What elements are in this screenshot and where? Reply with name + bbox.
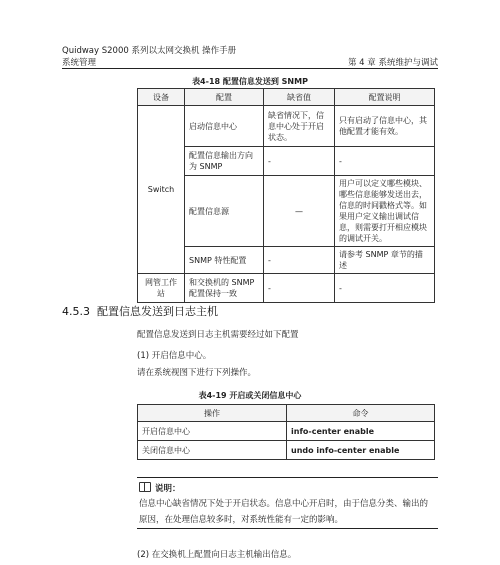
note-title: 说明： xyxy=(155,484,181,494)
header-chapter: 第 4 章 系统维护与调试 xyxy=(347,58,438,68)
desc-cell: 请参考 SNMP 章节的描述 xyxy=(335,247,435,274)
table-header-cell: 配置 xyxy=(185,89,264,106)
section-heading xyxy=(62,303,218,319)
step-2: (2) 在交换机上配置向日志主机输出信息。 xyxy=(137,550,297,560)
table-header-cell: 配置说明 xyxy=(335,89,435,106)
step-1: (1) 开启信息中心。 xyxy=(137,351,212,361)
table2-caption: 表4-19 开启或关闭信息中心 xyxy=(198,391,302,400)
table-header-cell: 设备 xyxy=(138,89,185,106)
config-cell: 启动信息中心 xyxy=(185,106,264,147)
config-cell: 和交换机的 SNMP 配置保持一致 xyxy=(185,274,264,303)
operation-cell: 关闭信息中心 xyxy=(138,441,287,460)
table-header-cell: 命令 xyxy=(287,405,435,422)
table-header-row xyxy=(138,405,435,422)
note-text: 信息中心缺省情况下处于开启状态。信息中心开启时，由于信息分类、输出的原因，在处理信息较多时，对系统性能有一定的影响。 xyxy=(139,499,429,525)
book-icon xyxy=(139,482,151,492)
section-intro: 配置信息发送到日志主机需要经过如下配置 xyxy=(137,330,299,340)
command-cell: info-center enable xyxy=(287,422,435,441)
snmp-config-table xyxy=(137,88,435,303)
section-number: 4.5.3 xyxy=(62,305,90,318)
header-rule xyxy=(62,68,438,69)
device-cell: Switch xyxy=(138,106,185,274)
default-cell: - xyxy=(264,147,335,176)
default-cell: — xyxy=(264,176,335,247)
step-1-description: 请在系统视图下进行下列操作。 xyxy=(137,368,257,378)
operation-cell: 开启信息中心 xyxy=(138,422,287,441)
note-box xyxy=(137,477,438,529)
table-row xyxy=(138,106,435,147)
table-header-cell: 操作 xyxy=(138,405,287,422)
default-cell: - xyxy=(264,247,335,274)
default-cell: 缺省情况下，信息中心处于开启状态。 xyxy=(264,106,335,147)
device-cell: 网管工作站 xyxy=(138,274,185,303)
desc-cell: - xyxy=(335,147,435,176)
header-title: Quidway S2000 系列以太网交换机 操作手册 xyxy=(62,46,237,56)
section-title: 配置信息发送到日志主机 xyxy=(97,305,218,318)
info-center-table xyxy=(137,404,435,460)
table-header-cell: 缺省值 xyxy=(264,89,335,106)
table-row xyxy=(138,274,435,303)
desc-cell: - xyxy=(335,274,435,303)
table-row xyxy=(138,422,435,441)
default-cell: - xyxy=(264,274,335,303)
table1-caption: 表4-18 配置信息发送到 SNMP xyxy=(192,77,308,86)
note-title-row xyxy=(139,481,181,494)
config-cell: SNMP 特性配置 xyxy=(185,247,264,274)
table-header-row xyxy=(138,89,435,106)
command-cell: undo info-center enable xyxy=(287,441,435,460)
config-cell: 配置信息输出方向为 SNMP xyxy=(185,147,264,176)
table-row xyxy=(138,441,435,460)
desc-cell: 只有启动了信息中心，其他配置才能有效。 xyxy=(335,106,435,147)
desc-cell: 用户可以定义哪些模块、哪些信息能够发送出去，信息的时间戳格式等。如果用户定义输出调试信息，则需要打开相应模块的调试开关。 xyxy=(335,176,435,247)
header-subtitle: 系统管理 xyxy=(62,58,97,68)
config-cell: 配置信息源 xyxy=(185,176,264,247)
